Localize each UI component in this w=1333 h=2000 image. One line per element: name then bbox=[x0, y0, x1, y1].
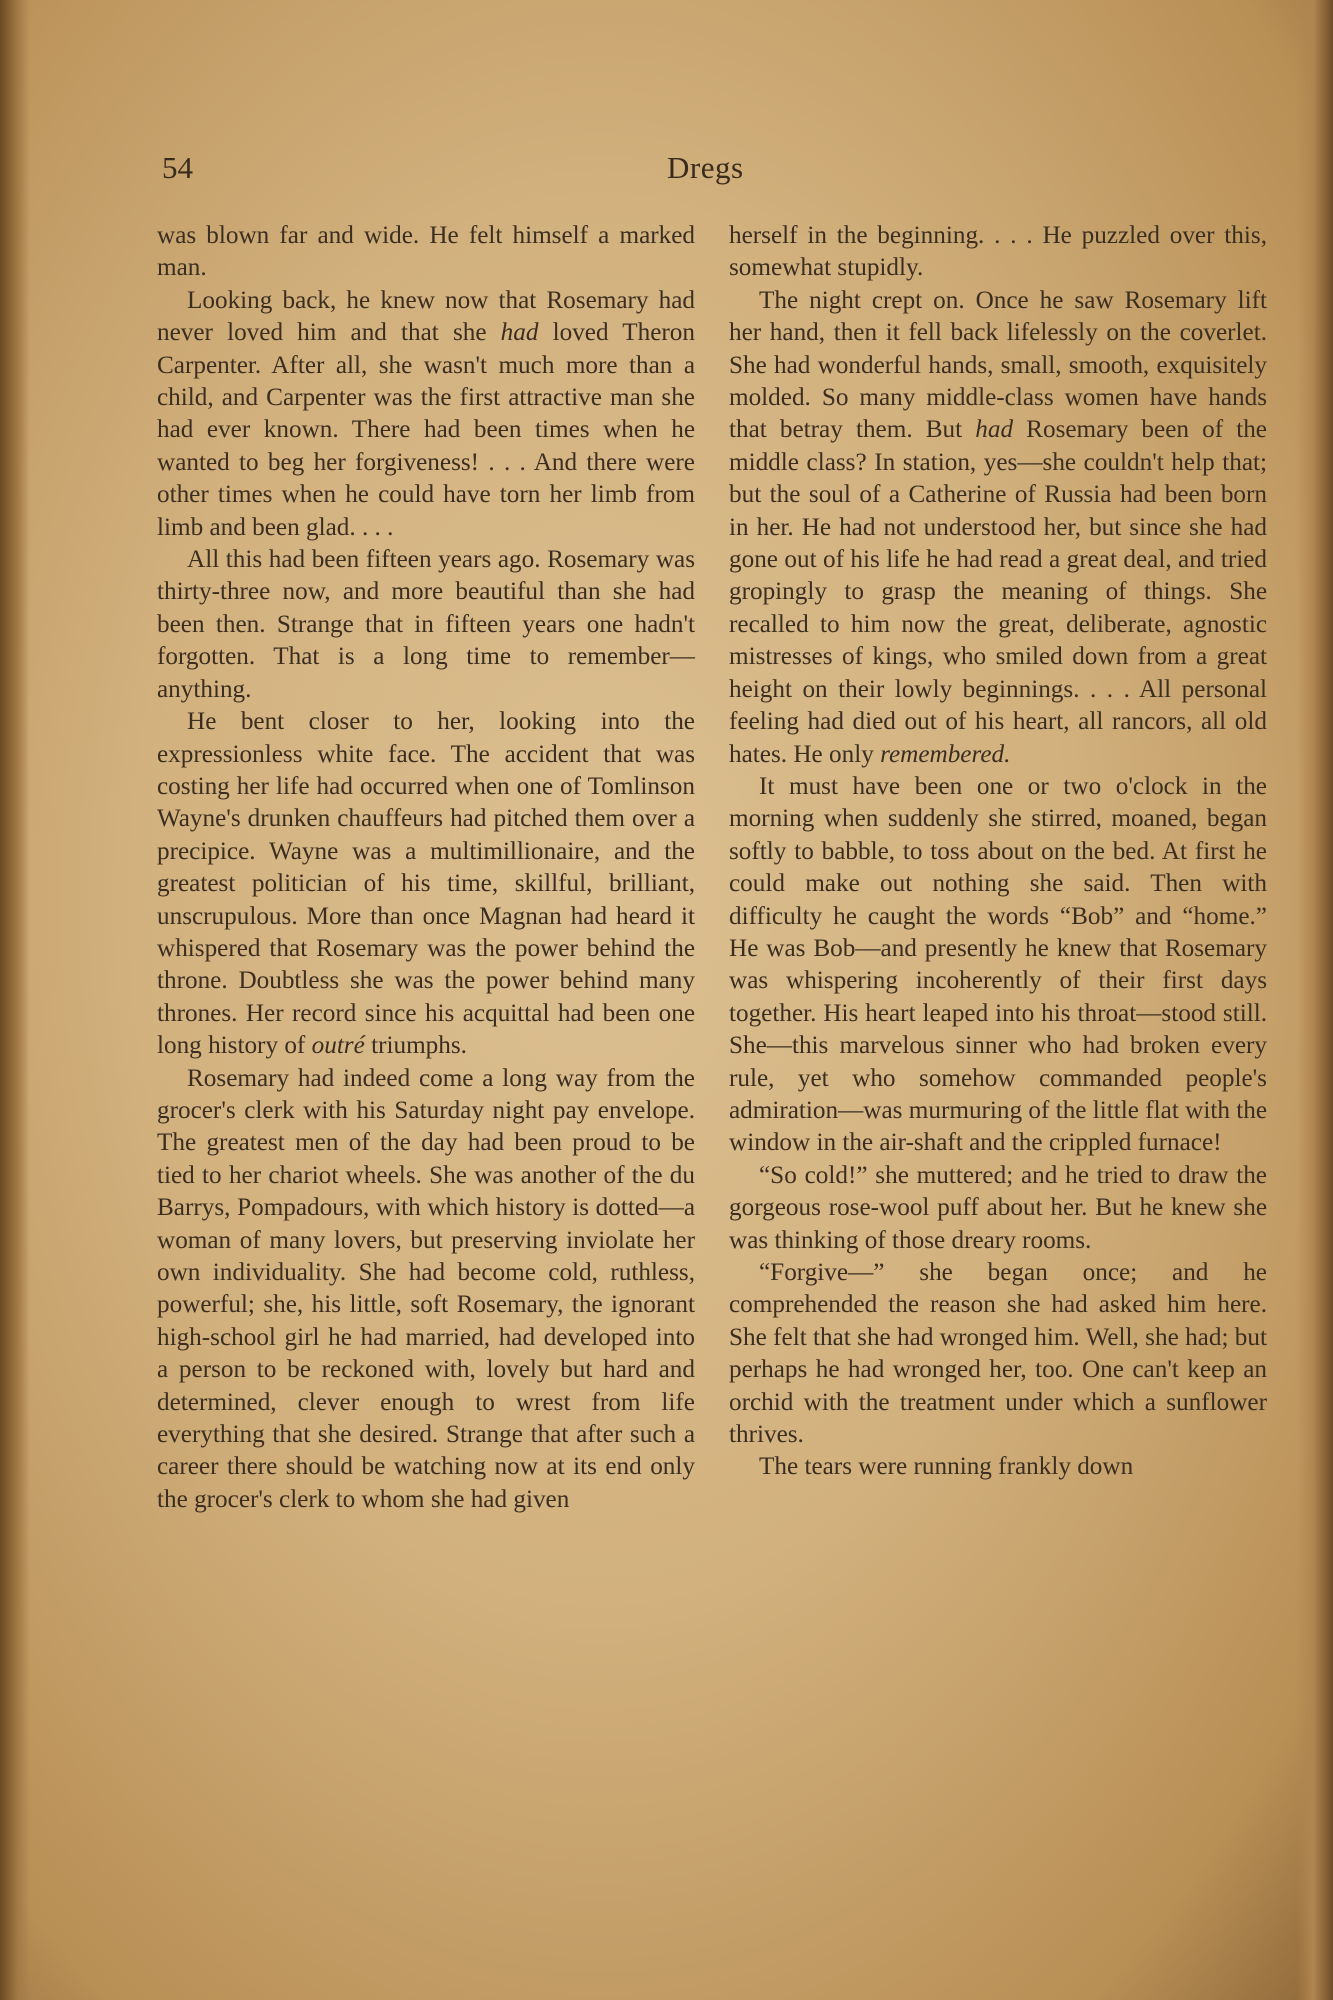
paragraph: “Forgive—” she began once; and he comprehended the reason she had asked him here. She felt that she had wronged him. Well, she had; but perhaps he had wronged her, too. One can't keep an orchid with the treatment under which a sunflower thrives. bbox=[729, 1259, 1267, 1449]
paragraph: “So cold!” she muttered; and he tried to draw the gorgeous rose-wool puff about her. But he knew she was thinking of those dreary rooms. bbox=[729, 1161, 1267, 1254]
text-run: loved Theron Carpenter. After all, she wasn't much more than a child, and Carpenter was the first attractive man she had ever known. There had been times when he wanted to beg her forgiveness! . . . And there were other times when he could have torn her limb from limb and been glad. . . . bbox=[157, 319, 695, 541]
paragraph bbox=[729, 285, 1267, 771]
emphasis: outré bbox=[311, 1032, 365, 1060]
paragraph: herself in the beginning. . . . He puzzled over this, somewhat stupidly. bbox=[729, 222, 1267, 282]
page-right-edge bbox=[1297, 0, 1333, 2000]
emphasis: remembered. bbox=[880, 740, 1011, 768]
text-run: Rosemary been of the middle class? In station, yes—she couldn't help that; but the soul of a Catherine of Russia had been born in her. He had not understood her, but since she had gone out of his life he had read a great deal, and tried gropingly to grasp the meaning of things. She recalled to him now the great, deliberate, agnostic mistresses of kings, who smiled down from a great height on their lowly beginnings. . . . All personal feeling had died out of his heart, all rancors, all old hates. He only bbox=[729, 416, 1267, 768]
right-column bbox=[729, 220, 1267, 1484]
paragraph: The tears were running frankly down bbox=[759, 1453, 1134, 1481]
page-number: 54 bbox=[162, 150, 193, 185]
page-left-edge bbox=[0, 0, 30, 2000]
text-run: triumphs. bbox=[364, 1032, 467, 1060]
text-run: He bent closer to her, looking into the expressionless white face. The accident that was costing her life had occurred when one of Tomlinson Wayne's drunken chauffeurs had pitched them over a precipice. Wayne was a multimillionaire, and the greatest politician of his time, skillful, brilliant, unscrupulous. More than once Magnan had heard it whispered that Rosemary was the power behind the throne. Doubtless she was the power behind many thrones. Her record since his acquittal had been one long history of bbox=[157, 708, 695, 1060]
paragraph: Rosemary had indeed come a long way from the grocer's clerk with his Saturday night pay envelope. The greatest men of the day had been proud to be tied to her chariot wheels. She was another of the du Barrys, Pompadours, with which history is dotted—a woman of many lovers, but preserving inviolate her own individuality. She had become cold, ruthless, powerful; she, his little, soft Rosemary, the ignorant high-school girl he had married, had developed into a person to be reckoned with, lovely but hard and determined, clever enough to wrest from life everything that she desired. Strange that after such a career there should be watching now at its end only the grocer's clerk to whom she had given bbox=[157, 1064, 695, 1513]
running-title: Dregs bbox=[667, 150, 744, 185]
paragraph: All this had been fifteen years ago. Rosemary was thirty-three now, and more beautiful than she had been then. Strange that in fifteen years one hadn't forgotten. That is a long time to remember—anything. bbox=[157, 546, 695, 703]
left-column bbox=[157, 220, 695, 1516]
paragraph: It must have been one or two o'clock in the morning when suddenly she stirred, moaned, began softly to babble, to toss about on the bed. At first he could make out nothing she said. Then with difficulty he caught the words “Bob” and “home.” He was Bob—and presently he knew that Rosemary was whispering incoherently of their first days together. His heart leaped into his throat—stood still. She—this marvelous sinner who had broken every rule, yet who somehow commanded people's admiration—was murmuring of the little flat with the window in the air-shaft and the crippled furnace! bbox=[729, 772, 1267, 1157]
paragraph: was blown far and wide. He felt himself a marked man. bbox=[157, 222, 695, 282]
text-run: The night crept on. Once he saw Rosemary lift her hand, then it fell back lifelessly on the coverlet. She had wonderful hands, small, smooth, exquisitely molded. So many middle-class women have hands that betray them. But bbox=[729, 286, 1267, 444]
emphasis: had bbox=[500, 319, 539, 347]
emphasis: had bbox=[975, 416, 1014, 444]
paragraph bbox=[157, 285, 695, 544]
page-header bbox=[162, 150, 1272, 200]
text-run: Looking back, he knew now that Rosemary had never loved him and that she bbox=[157, 286, 695, 347]
paragraph bbox=[157, 706, 695, 1062]
